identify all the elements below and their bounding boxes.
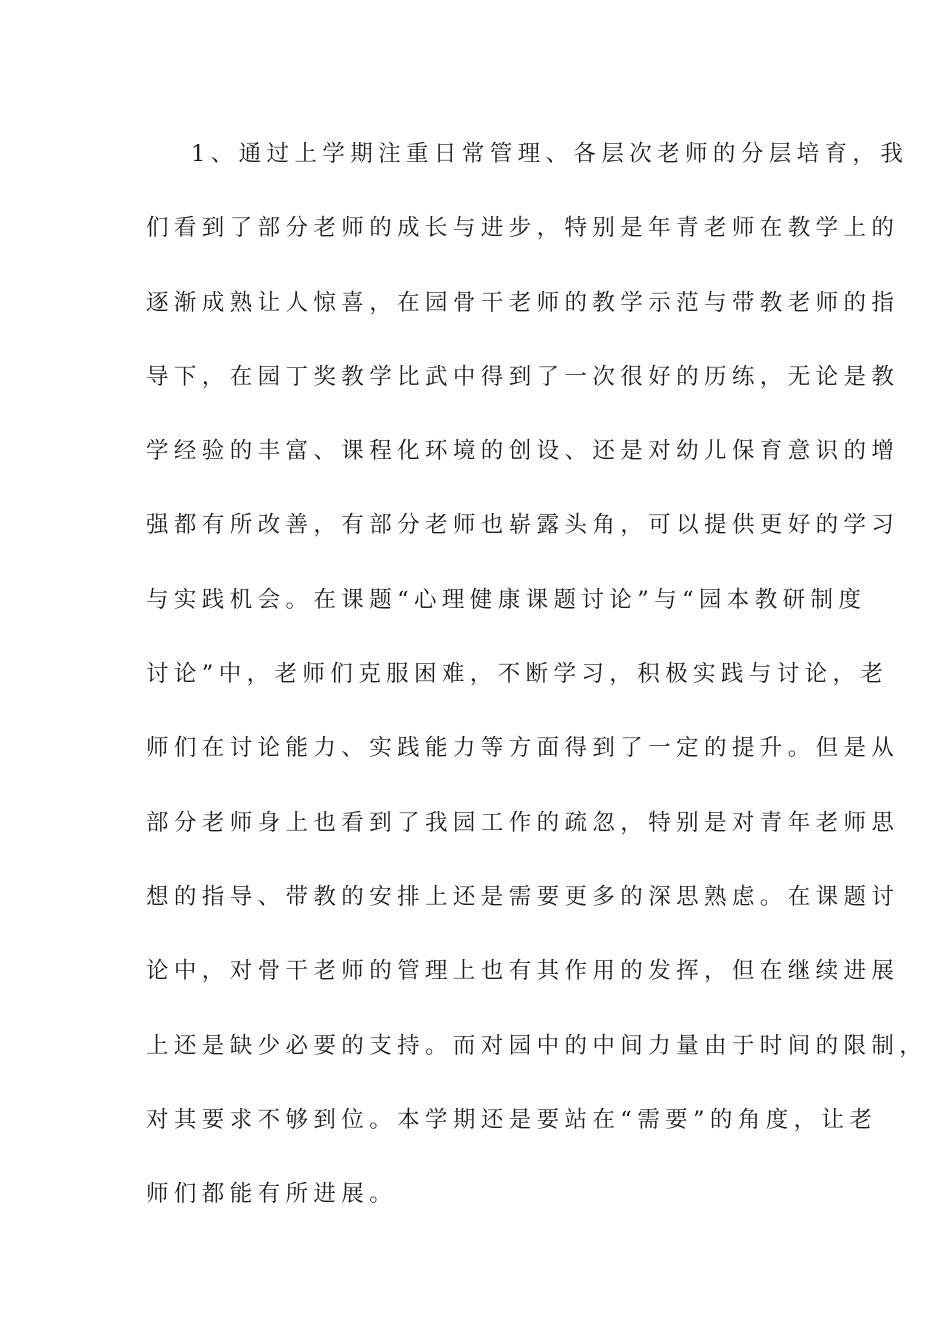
paragraph-line: 部分老师身上也看到了我园工作的疏忽，特别是对青年老师思 bbox=[146, 809, 900, 836]
paragraph-line: 们看到了部分老师的成长与进步，特别是年青老师在教学上的 bbox=[146, 215, 900, 242]
paragraph-line: 逐渐成熟让人惊喜，在园骨干老师的教学示范与带教老师的指 bbox=[146, 289, 900, 316]
paragraph-line: 对其要求不够到位。本学期还是要站在“需要”的角度，让老 bbox=[146, 1106, 878, 1133]
paragraph-line: 1、通过上学期注重日常管理、各层次老师的分层培育，我 bbox=[191, 141, 909, 167]
paragraph-line: 与实践机会。在课题“心理健康课题讨论”与“园本教研制度 bbox=[146, 586, 867, 613]
paragraph-line: 论中，对骨干老师的管理上也有其作用的发挥，但在继续进展 bbox=[146, 958, 900, 985]
paragraph-line: 学经验的丰富、课程化环境的创设、还是对幼儿保育意识的增 bbox=[146, 438, 900, 465]
paragraph bbox=[146, 132, 928, 1246]
paragraph-line: 导下，在园丁奖教学比武中得到了一次很好的历练，无论是教 bbox=[146, 363, 900, 390]
paragraph-line: 师们在讨论能力、实践能力等方面得到了一定的提升。但是从 bbox=[146, 735, 900, 762]
paragraph-line: 上还是缺少必要的支持。而对园中的中间力量由于时间的限制， bbox=[146, 1032, 928, 1059]
paragraph-line: 强都有所改善，有部分老师也崭露头角，可以提供更好的学习 bbox=[146, 512, 900, 539]
paragraph-line: 讨论”中，老师们克服困难，不断学习，积极实践与讨论，老 bbox=[146, 661, 889, 688]
paragraph-line: 师们都能有所进展。 bbox=[146, 1181, 398, 1208]
paragraph-line: 想的指导、带教的安排上还是需要更多的深思熟虑。在课题讨 bbox=[146, 883, 900, 910]
